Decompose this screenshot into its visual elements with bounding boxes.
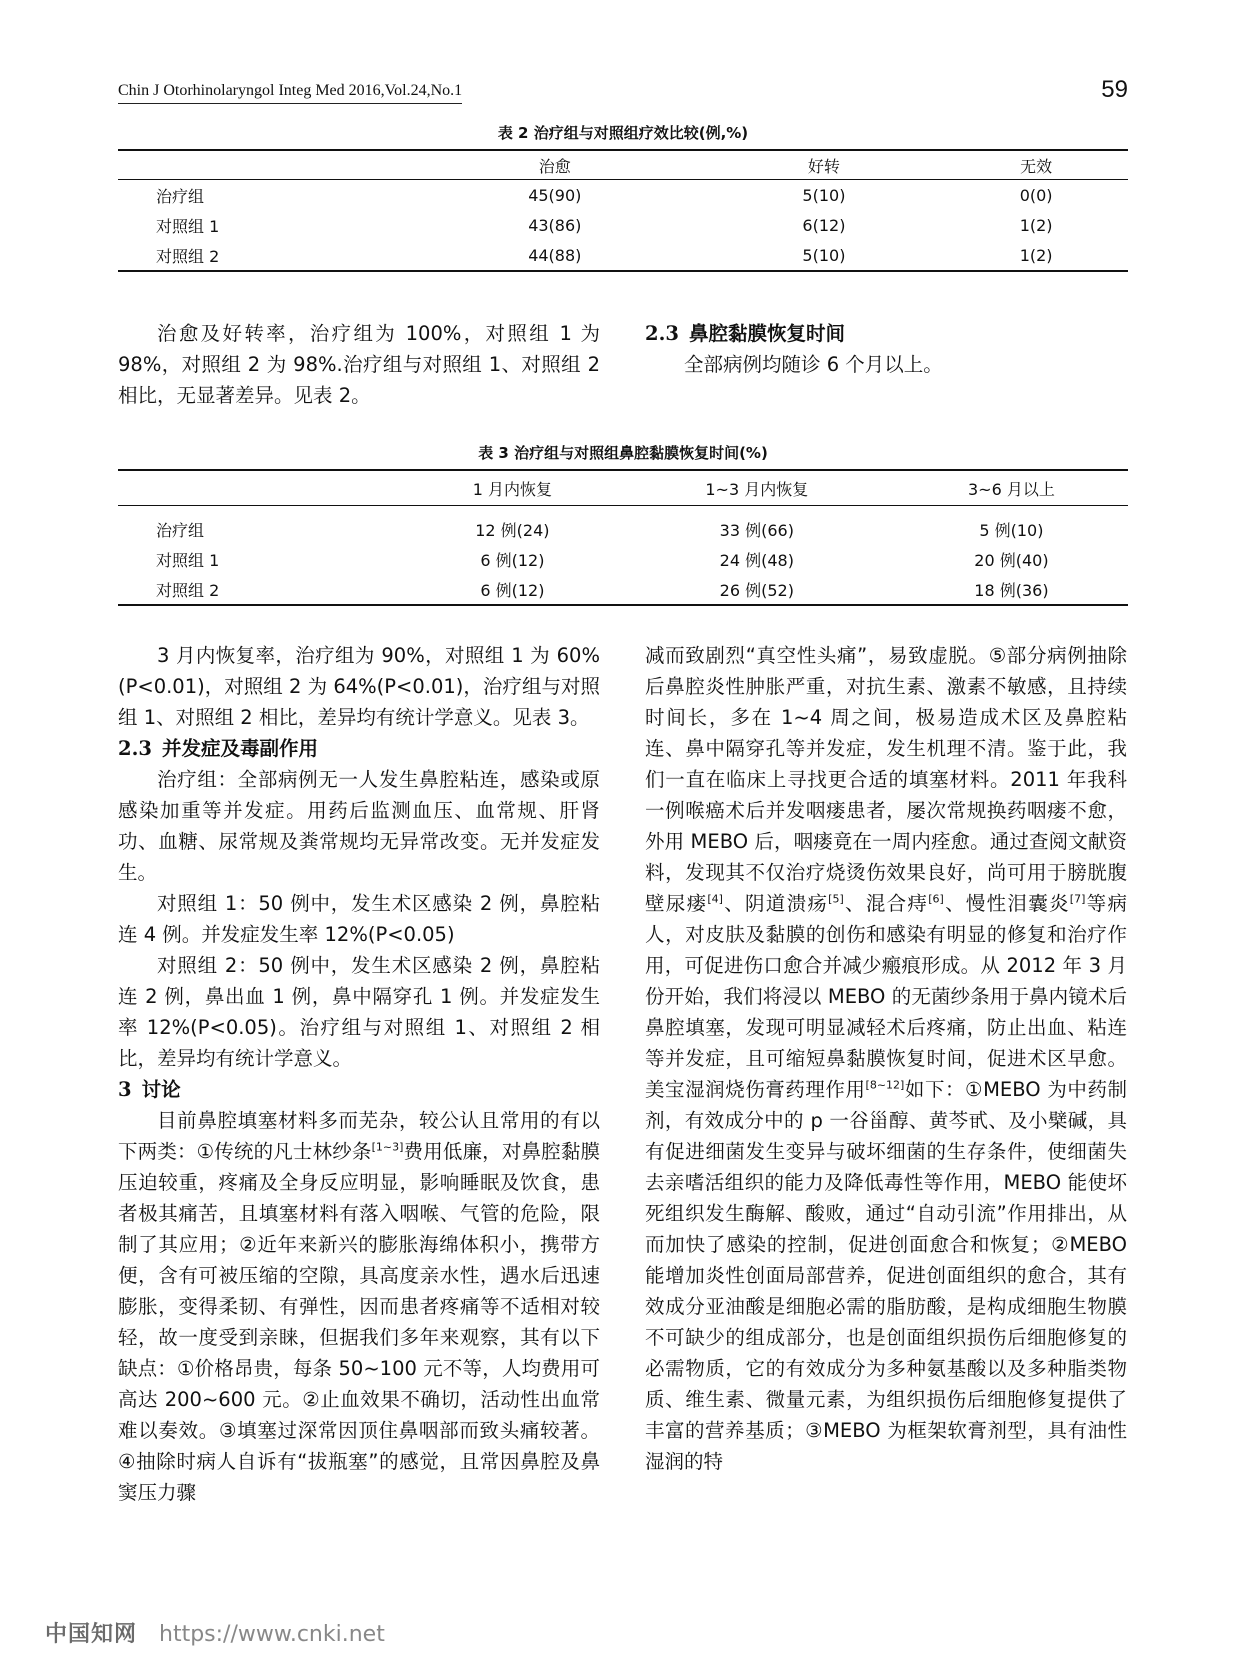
journal-name: Chin J Otorhinolaryngol Integ Med 2016,Vol.24,No.1 <box>118 82 462 104</box>
text-run: 如下：①MEBO 为中药制剂，有效成分中的 p 一谷甾醇、黄芩甙、及小檗碱，具有促进细菌发生变异与破坏细菌的生存条件，使细菌失去亲嗜活组织的能力及降低毒性等作用，MEBO 能使坏死组织发生酶解、酸败，通过“自动引流”作用排出，从而加快了感染的控制，促进创面愈合和恢复；②MEBO 能增加炎性创面局部营养，促进创面组织的愈合，其有效成分亚油酸是细胞必需的脂肪酸，是构成细胞生物膜不可缺少的组成部分，也是创面组织损伤后细胞修复的必需物质，它的有效成分为多种氨基酸以及多种脂类物质、维生素、微量元素，为组织损伤后细胞修复提供了丰富的营养基质；③MEBO 为框架软膏剂型，具有油性湿润的特 <box>645 1078 1127 1473</box>
table-2-caption: 表 2 治疗组与对照组疗效比较(例,%) <box>497 124 749 142</box>
section-heading <box>645 318 1127 349</box>
table-cell: 1(2) <box>1019 215 1053 235</box>
table-cell: 6 例(12) <box>480 550 545 570</box>
table-header-cell: 治愈 <box>406 150 704 180</box>
table-3-grid <box>118 469 1128 606</box>
paragraph: 全部病例均随诊 6 个月以上。 <box>684 353 943 376</box>
row-label: 对照组 1 <box>156 550 220 570</box>
table-cell: 45(90) <box>528 185 582 205</box>
table-3 <box>118 442 1128 606</box>
table-cell: 44(88) <box>406 240 704 271</box>
row-label: 对照组 2 <box>118 574 406 605</box>
right-column <box>645 640 1127 1477</box>
paragraph <box>118 1105 600 1508</box>
table-header-row <box>118 470 1128 506</box>
table-header-blank <box>118 150 406 180</box>
text-run: 目前鼻腔填塞材料多而芜杂，较公认且常用的有以下两类：①传统的凡士林纱条 <box>118 1109 600 1163</box>
section-number: 2.3 <box>645 322 679 345</box>
table-cell: 0(0) <box>1019 185 1053 205</box>
row-label: 治疗组 <box>156 186 205 206</box>
table-header-cell: 3~6 月以上 <box>895 470 1128 506</box>
section-number: 3 <box>118 1078 132 1101</box>
section-title: 鼻腔黏膜恢复时间 <box>688 322 845 345</box>
text-run: 等病人，对皮肤及黏膜的创伤和感染有明显的修复和治疗作用，可促进伤口愈合并减少瘢痕形成。从 2012 年 3 月份开始，我们将浸以 MEBO 的无菌纱条用于鼻内镜术后鼻腔填塞，发现可明显减轻术后疼痛，防止出血、粘连等并发症，且可缩短鼻黏膜恢复时间，促进术区早愈。美宝湿润烧伤膏药理作用 <box>645 892 1127 1101</box>
table-cell: 20 例(40) <box>974 550 1049 570</box>
table-header-row <box>118 150 1128 180</box>
citation: [7] <box>1069 892 1086 906</box>
text-run: 、慢性泪囊炎 <box>943 892 1070 915</box>
row-label: 治疗组 <box>156 520 205 540</box>
text-run: 、阴道溃疡 <box>722 892 829 915</box>
page-number: 59 <box>1101 76 1128 103</box>
text-run: 减而致剧烈“真空性头痛”，易致虚脱。⑤部分病例抽除后鼻腔炎性肿胀严重，对抗生素、激素不敏感，且持续时间长，多在 1~4 周之间，极易造成术区及鼻腔粘连、鼻中隔穿孔等并发症，发生机理不清。鉴于此，我们一直在临床上寻找更合适的填塞材料。2011 年我科一例喉癌术后并发咽瘘患者，屡次常规换药咽瘘不愈，外用 MEBO 后，咽瘘竟在一周内痊愈。通过查阅文献资料，发现其不仅治疗烧烫伤效果良好，尚可用于膀胱腹壁尿瘘 <box>645 644 1127 915</box>
mid-right-text <box>645 318 1127 380</box>
citation: [1~3] <box>371 1140 404 1154</box>
table-header-cell: 1 月内恢复 <box>406 470 619 506</box>
table-header-cell: 无效 <box>944 150 1128 180</box>
table-cell: 1(2) <box>944 240 1128 271</box>
cnki-logo: 中国知网 <box>45 1622 138 1647</box>
table-cell: 5(10) <box>802 185 846 205</box>
table-row <box>118 574 1128 605</box>
table-row <box>118 240 1128 271</box>
section-heading <box>118 1074 600 1105</box>
table-cell: 43(86) <box>528 215 582 235</box>
section-number: 2.3 <box>118 737 152 760</box>
paragraph: 对照组 2：50 例中，发生术区感染 2 例，鼻腔粘连 2 例，鼻出血 1 例，鼻中隔穿孔 1 例。并发症发生率 12%(P<0.05)。治疗组与对照组 1、对照组 2 相比，差异均有统计学意义。 <box>118 954 600 1070</box>
row-label: 对照组 1 <box>156 216 220 236</box>
table-row <box>118 180 1128 211</box>
row-label: 对照组 2 <box>118 240 406 271</box>
table-row <box>118 210 1128 240</box>
table-cell: 24 例(48) <box>719 550 794 570</box>
table-row <box>118 544 1128 574</box>
table-cell: 12 例(24) <box>475 520 550 540</box>
paragraph: 治愈及好转率，治疗组为 100%，对照组 1 为 98%，对照组 2 为 98%.治疗组与对照组 1、对照组 2 相比，无显著差异。见表 2。 <box>118 322 600 407</box>
section-title: 并发症及毒副作用 <box>161 737 318 760</box>
cnki-watermark <box>45 1617 385 1648</box>
section-heading <box>118 733 600 764</box>
citation: [6] <box>928 892 944 906</box>
table-header-blank <box>118 470 406 506</box>
table-header-cell: 好转 <box>704 150 945 180</box>
table-cell: 33 例(66) <box>719 520 794 540</box>
table-2 <box>118 122 1128 272</box>
citation: [5] <box>828 892 844 906</box>
paragraph: 3 月内恢复率，治疗组为 90%，对照组 1 为 60%(P<0.01)，对照组 2 为 64%(P<0.01)，治疗组与对照组 1、对照组 2 相比，差异均有统计学意义。见表 3。 <box>118 644 600 729</box>
table-cell: 6(12) <box>802 215 846 235</box>
left-column <box>118 640 600 1508</box>
table-cell: 6 例(12) <box>406 574 619 605</box>
citation: [8~12] <box>865 1078 905 1092</box>
table-2-grid <box>118 149 1128 272</box>
table-row <box>118 506 1128 545</box>
table-cell: 5 例(10) <box>979 520 1044 540</box>
cnki-url[interactable]: https://www.cnki.net <box>159 1622 385 1647</box>
running-header <box>118 76 1128 108</box>
text-run: 费用低廉，对鼻腔黏膜压迫较重，疼痛及全身反应明显，影响睡眠及饮食，患者极其痛苦，且填塞材料有落入咽喉、气管的危险，限制了其应用；②近年来新兴的膨胀海绵体积小，携带方便，含有可被压缩的空隙，具高度亲水性，遇水后迅速膨胀，变得柔韧、有弹性，因而患者疼痛等不适相对较轻，故一度受到亲睐，但据我们多年来观察，其有以下缺点：①价格昂贵，每条 50~100 元不等，人均费用可高达 200~600 元。②止血效果不确切，活动性出血常难以奏效。③填塞过深常因顶住鼻咽部而致头痛较著。④抽除时病人自诉有“拔瓶塞”的感觉，且常因鼻腔及鼻窦压力骤 <box>118 1140 600 1504</box>
table-cell: 26 例(52) <box>619 574 895 605</box>
mid-left-text <box>118 318 600 411</box>
paragraph: 对照组 1：50 例中，发生术区感染 2 例，鼻腔粘连 4 例。并发症发生率 12%(P<0.05) <box>118 892 600 946</box>
table-3-caption: 表 3 治疗组与对照组鼻腔黏膜恢复时间(%) <box>478 444 768 462</box>
citation: [4] <box>707 892 723 906</box>
table-cell: 5(10) <box>704 240 945 271</box>
paragraph <box>645 640 1127 1477</box>
table-cell: 18 例(36) <box>895 574 1128 605</box>
table-header-cell: 1~3 月内恢复 <box>619 470 895 506</box>
section-title: 讨论 <box>141 1078 181 1101</box>
paragraph: 治疗组：全部病例无一人发生鼻腔粘连，感染或原感染加重等并发症。用药后监测血压、血常规、肝肾功、血糖、尿常规及粪常规均无异常改变。无并发症发生。 <box>118 768 600 884</box>
text-run: 、混合痔 <box>843 892 929 915</box>
